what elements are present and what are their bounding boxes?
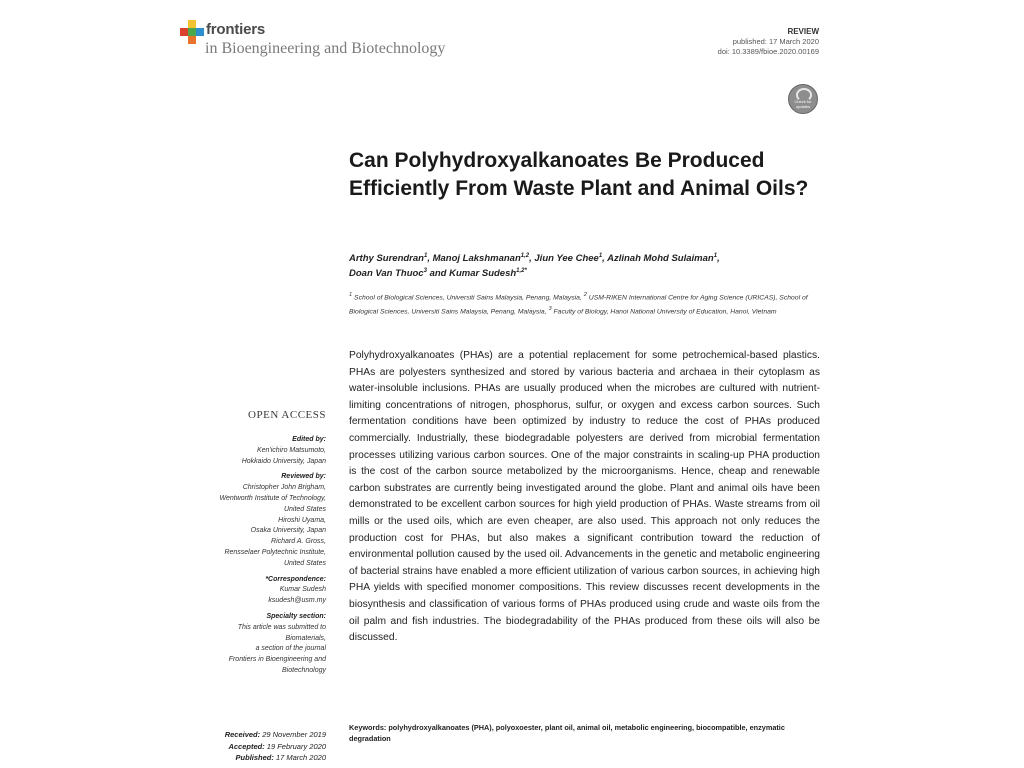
sidebar-section-heading: Reviewed by:	[281, 473, 326, 481]
published-date: published: 17 March 2020	[732, 37, 819, 46]
author-affiliation-marker: 1	[423, 253, 428, 259]
sidebar-section-heading: Specialty section:	[266, 612, 326, 620]
article-title: Can Polyhydroxyalkanoates Be Produced Efficiently From Waste Plant and Animal Oils?	[349, 149, 809, 200]
doi-link[interactable]: doi: 10.3389/fbioe.2020.00169	[717, 47, 819, 56]
sidebar-section-line: Osaka University, Japan	[250, 527, 326, 535]
sidebar-section-line: Frontiers in Bioengineering and	[228, 656, 326, 664]
sidebar-section-line: United States	[283, 505, 326, 513]
sidebar-section-line: ksudesh@usm.my	[268, 597, 326, 605]
affiliation-marker: 3	[548, 305, 552, 312]
author-separator: and	[426, 268, 450, 280]
author[interactable]	[349, 253, 427, 264]
keywords	[349, 722, 820, 744]
sidebar-section-line: Hokkaido University, Japan	[241, 457, 326, 465]
author-separator: ,	[529, 253, 535, 265]
abstract: Polyhydroxyalkanoates (PHAs) are a potential replacement for some petrochemical-based plastics. PHAs are polyesters synthesized and stored by various bacteria and archaea in their cytoplasm as water-insoluble inclusions. PHAs are usually produced when the microbes are cultured with nutrient-limiting concentrations of nitrogen, phosphorus, sulfur, or oxygen and excess carbon sources. Such fermentation conditions have been optimized by industry to reduce the cost of PHAs produced commercially. Industrially, these biodegradable polyesters are derived from microbial fermentation processes utilizing various carbon sources. One of the major constraints in scaling-up PHA production is the cost of the carbon source metabolized by the microorganisms. Hence, cheap and renewable carbon substrates are currently being investigated around the globe. Plant and animal oils have been demonstrated to be excellent carbon sources for high yield production of PHAs. Waste streams from oil mills or the used oils, which are even cheaper, are also used. This approach not only reduces the production cost for PHAs, but also makes a significant contribution toward the reduction of environmental pollution caused by the used oil. Advancements in the genetic and metabolic engineering of bacterial strains have enabled a more efficient utilization of various carbon sources, in achieving high PHA yields with specified monomer compositions. This review discusses recent developments in the biosynthesis and classification of various forms of PHAs produced using crude and waste oils from the oil palm and fish industries. The biodegradability of the PHAs produced from these oils will also be discussed.	[349, 350, 820, 644]
article-meta	[718, 27, 819, 57]
author-separator: ,	[427, 253, 433, 265]
author[interactable]	[534, 253, 602, 264]
author-separator: ,	[717, 253, 720, 265]
author-name[interactable]: Azlinah Mohd Sulaiman	[607, 253, 714, 265]
author[interactable]	[607, 253, 717, 264]
author[interactable]	[433, 253, 530, 264]
author-name[interactable]: Arthy Surendran	[349, 253, 424, 265]
journal-title: in Bioengineering and Biotechnology	[205, 40, 446, 57]
affiliation-text: Faculty of Biology, Hanoi National University of Education, Hanoi, Vietnam	[551, 308, 777, 316]
affiliations	[349, 290, 819, 318]
journal-brand: frontiers	[206, 21, 266, 38]
sidebar-section-line: a section of the journal	[255, 645, 326, 653]
keywords-label: Keywords:	[349, 723, 387, 732]
check-for-updates-badge[interactable]	[788, 84, 818, 114]
sidebar-section-line: Rensselaer Polytechnic Institute,	[224, 548, 326, 556]
article-dates	[180, 729, 326, 764]
sidebar-section-line: This article was submitted to	[237, 623, 326, 631]
author-name[interactable]: Manoj Lakshmanan	[432, 253, 521, 265]
author-affiliation-marker: 3	[423, 268, 427, 275]
check-updates-label: Check for updates	[794, 99, 812, 109]
sidebar-section-line: Richard A. Gross,	[271, 538, 326, 546]
date-label: Accepted:	[228, 741, 265, 751]
author-affiliation-marker: 1	[598, 253, 603, 259]
author-name[interactable]: Jiun Yee Chee	[534, 253, 599, 265]
date-value: 17 March 2020	[273, 753, 326, 762]
date-value: 29 November 2019	[260, 730, 326, 739]
editorial-sidebar	[180, 435, 326, 677]
author-name[interactable]: Doan Van Thuoc	[349, 268, 424, 280]
date-label: Received:	[224, 730, 261, 739]
sidebar-section-heading: *Correspondence:	[265, 575, 326, 583]
author-name[interactable]: Kumar Sudesh	[449, 268, 517, 280]
author[interactable]	[449, 268, 527, 279]
affiliation-text: USM-RIKEN International Centre for Aging Science (URICAS), School of Biological Sciences, Universiti Sains Malaysia, Penang, Malaysia,	[349, 294, 808, 316]
author-list	[349, 250, 819, 280]
date-value: 19 February 2020	[264, 741, 326, 751]
keywords-text: polyhydroxyalkanoates (PHA), polyoxoester, plant oil, animal oil, metabolic engineering, biocompatible, enzymatic degradation	[349, 723, 785, 743]
affiliation-text: School of Biological Sciences, Universiti Sains Malaysia, Penang, Malaysia,	[352, 294, 584, 302]
sidebar-section-heading: Edited by:	[292, 436, 326, 443]
date-label: Published:	[235, 753, 274, 762]
sidebar-section-line: Christopher John Brigham,	[242, 484, 326, 492]
author-affiliation-marker: 1,2	[520, 253, 530, 259]
date-row	[180, 729, 326, 741]
sidebar-section-line: Kumar Sudesh	[279, 586, 326, 594]
author[interactable]	[349, 268, 427, 279]
affiliation-marker: 2	[583, 292, 587, 298]
sidebar-section-line: Biotechnology	[282, 666, 326, 674]
article-type: REVIEW	[787, 27, 819, 36]
sidebar-section-line: Hiroshi Uyama,	[278, 516, 326, 524]
date-row	[180, 752, 326, 764]
affiliation-marker: 1	[349, 292, 353, 298]
author-affiliation-marker: 1	[713, 253, 718, 259]
sidebar-section-line: Biomaterials,	[285, 634, 326, 642]
sidebar-section-line: Wentworth Institute of Technology,	[219, 494, 326, 502]
frontiers-logo-icon	[180, 20, 204, 44]
sidebar-section-line: United States	[283, 559, 326, 567]
author-separator: ,	[602, 253, 608, 265]
open-access-label: OPEN ACCESS	[248, 409, 326, 421]
sidebar-section-line: Ken'ichiro Matsumoto,	[256, 446, 326, 454]
author-affiliation-marker: 1,2*	[516, 268, 527, 275]
date-row	[180, 741, 326, 753]
